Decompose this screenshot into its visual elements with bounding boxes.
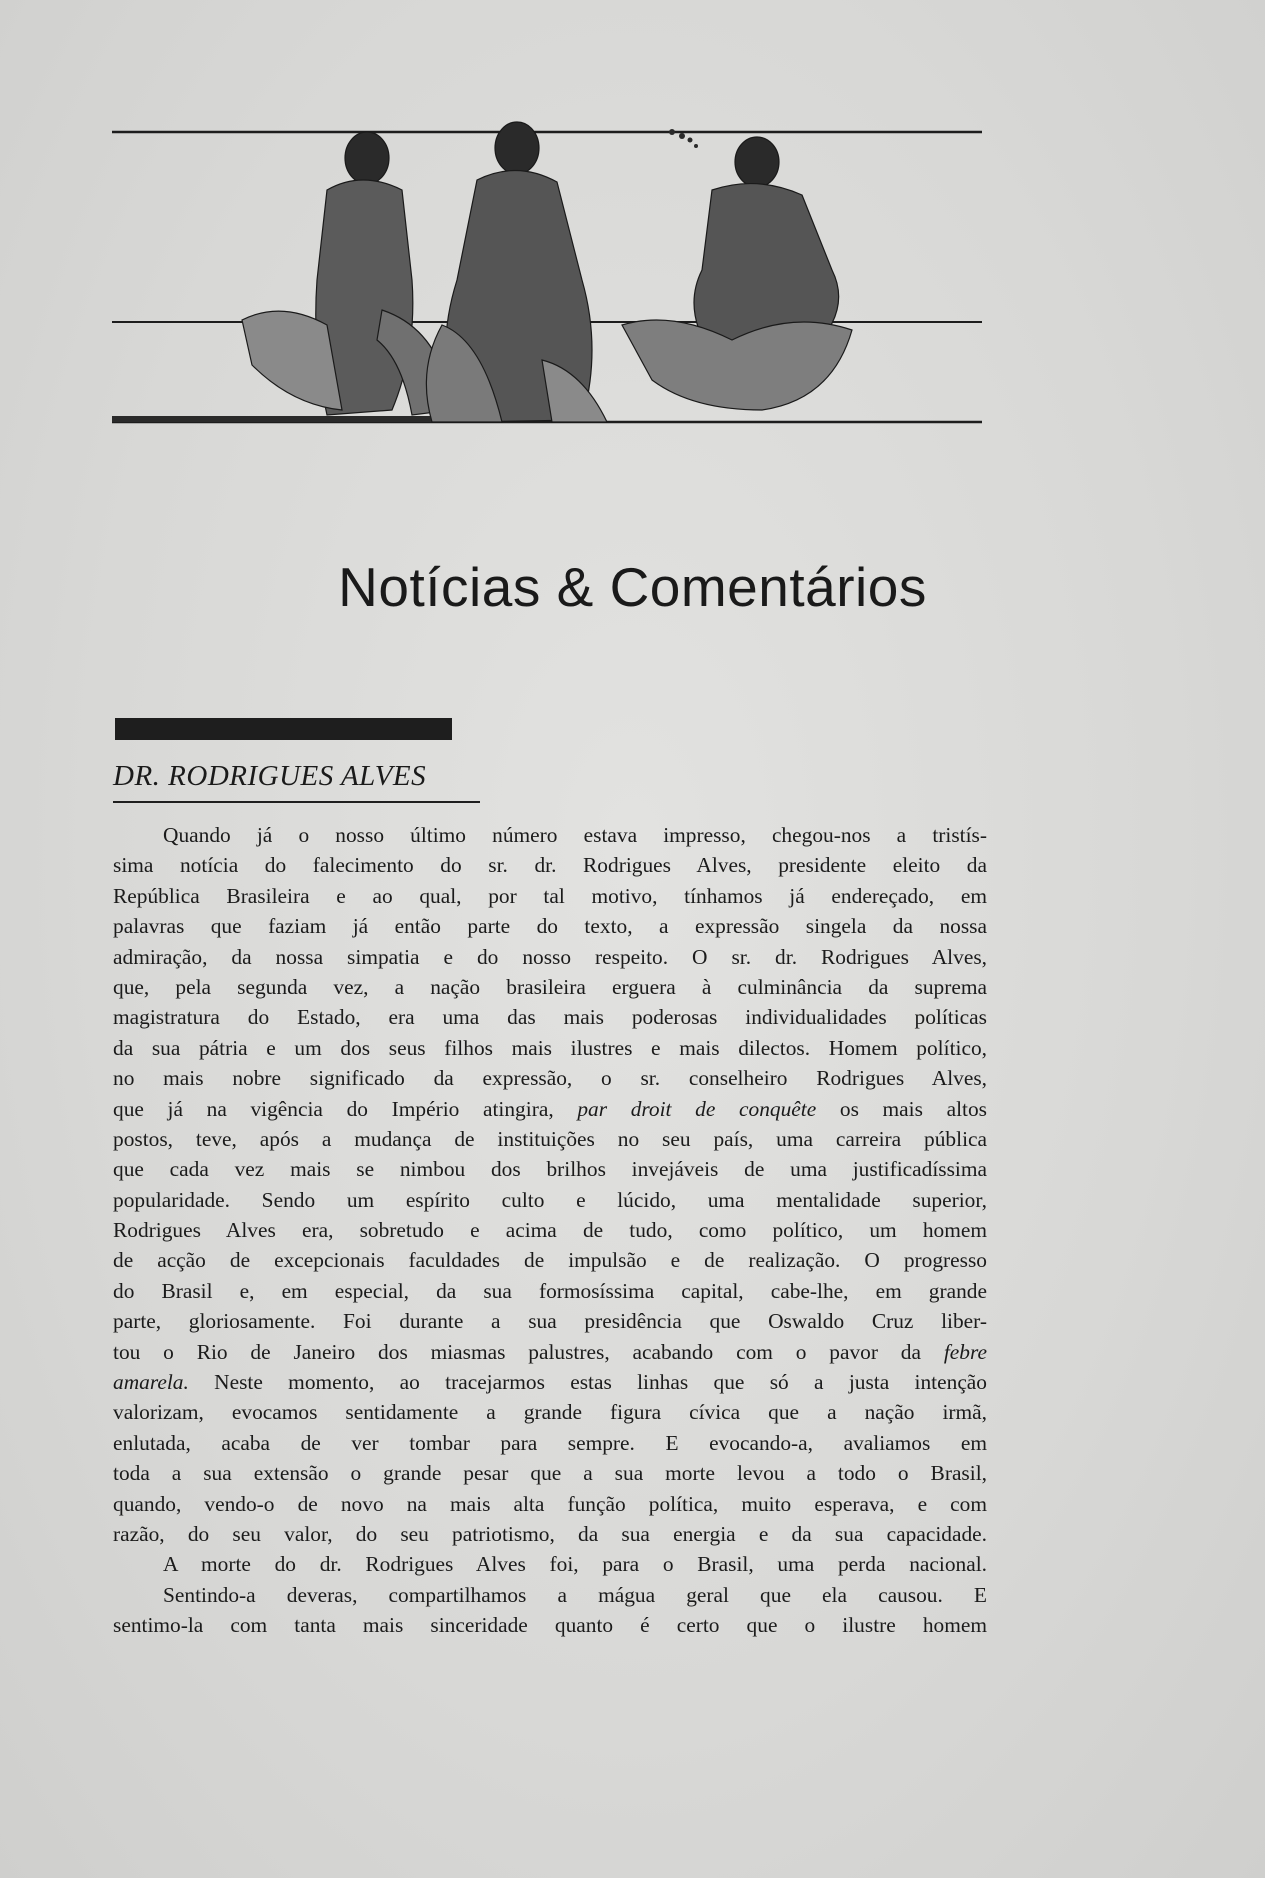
article-line xyxy=(113,1428,987,1458)
article-line xyxy=(113,1276,987,1306)
article-line-text: admiração, da nossa simpatia e do nosso respeito. O sr. dr. Rodrigues Alves, xyxy=(113,944,987,969)
article-line xyxy=(113,1367,987,1397)
article-line xyxy=(113,972,987,1002)
article-line-italic: par droit de conquête xyxy=(577,1096,817,1121)
article-line-text: razão, do seu valor, do seu patriotismo, da sua energia e da sua capacidade. xyxy=(113,1521,987,1546)
article-line-text: popularidade. Sendo um espírito culto e lúcido, uma mentalidade superior, xyxy=(113,1187,987,1212)
article-line-text: tou o Rio de Janeiro dos miasmas palustres, acabando com o pavor da xyxy=(113,1339,944,1364)
article-line-text: toda a sua extensão o grande pesar que a sua morte levou a todo o Brasil, xyxy=(113,1461,987,1486)
article-line xyxy=(113,1549,987,1579)
heading-underline xyxy=(113,801,480,803)
article-line xyxy=(113,1610,987,1640)
article-line-text: enlutada, acaba de ver tombar para sempre. E evocando-a, avaliamos em xyxy=(113,1430,987,1455)
article-line xyxy=(113,1397,987,1427)
article-line-text: postos, teve, após a mudança de instituições no seu país, uma carreira pública xyxy=(113,1126,987,1151)
article-line-text: A morte do dr. Rodrigues Alves foi, para o Brasil, uma perda nacional. xyxy=(163,1552,987,1577)
article-line xyxy=(113,1154,987,1184)
article-line-text: sima notícia do falecimento do sr. dr. Rodrigues Alves, presidente eleito da xyxy=(113,853,987,878)
article-line xyxy=(113,1245,987,1275)
article-line-text: do Brasil e, em especial, da sua formosíssima capital, cabe-lhe, em grande xyxy=(113,1278,987,1303)
article-line xyxy=(113,1063,987,1093)
article-line-text: os mais altos xyxy=(816,1096,987,1121)
section-divider-bar xyxy=(115,718,452,740)
article-line-text: Sentindo-a deveras, compartilhamos a mágua geral que ela causou. E xyxy=(163,1582,987,1607)
article-line xyxy=(113,1580,987,1610)
article-line-text: quando, vendo-o de novo na mais alta função política, muito esperava, e com xyxy=(113,1491,987,1516)
article-line xyxy=(113,1185,987,1215)
article-line xyxy=(113,850,987,880)
article-body xyxy=(113,820,987,1641)
section-title: Notícias & Comentários xyxy=(338,556,927,618)
article-line-text: palavras que faziam já então parte do texto, a expressão singela da nossa xyxy=(113,914,987,939)
article-line-text: parte, gloriosamente. Foi durante a sua presidência que Oswaldo Cruz liber- xyxy=(113,1309,987,1334)
article-line-text: de acção de excepcionais faculdades de impulsão e de realização. O progresso xyxy=(113,1248,987,1273)
article-line xyxy=(113,1519,987,1549)
article-line-text: magistratura do Estado, era uma das mais poderosas individualidades políticas xyxy=(113,1005,987,1030)
article-line-italic: febre xyxy=(943,1339,987,1364)
article-line xyxy=(113,1094,987,1124)
article-line-text: sentimo-la com tanta mais sinceridade quanto é certo que o ilustre homem xyxy=(113,1613,987,1638)
article-line xyxy=(113,942,987,972)
article-line xyxy=(113,1002,987,1032)
article-line-text: que já na vigência do Império atingira, xyxy=(113,1096,578,1121)
article-line-text: valorizam, evocamos sentidamente a grande figura cívica que a nação irmã, xyxy=(113,1400,987,1425)
article-line-text: Neste momento, ao tracejarmos estas linhas que só a justa intenção xyxy=(188,1370,987,1395)
article-line-text: da sua pátria e um dos seus filhos mais ilustres e mais dilectos. Homem político, xyxy=(113,1035,987,1060)
three-seated-women-engraving xyxy=(112,110,982,440)
article-line-italic: amarela. xyxy=(113,1370,189,1395)
article-line-text: que cada vez mais se nimbou dos brilhos invejáveis de uma justificadíssima xyxy=(113,1157,987,1182)
article-line xyxy=(113,1215,987,1245)
article-line xyxy=(113,820,987,850)
article-line xyxy=(113,1458,987,1488)
article-line-text: que, pela segunda vez, a nação brasileira erguera à culminância da suprema xyxy=(113,974,987,999)
seated-figure-middle xyxy=(426,122,607,422)
article-line xyxy=(113,1489,987,1519)
header-illustration xyxy=(112,110,982,440)
article-line-text: Quando já o nosso último número estava impresso, chegou-nos a tristís- xyxy=(163,823,987,847)
article-line xyxy=(113,1033,987,1063)
article-line xyxy=(113,1306,987,1336)
seated-figure-left xyxy=(242,132,452,415)
article-line xyxy=(113,1124,987,1154)
article-line xyxy=(113,1337,987,1367)
article-line xyxy=(113,881,987,911)
article-line xyxy=(113,911,987,941)
article-heading: DR. RODRIGUES ALVES xyxy=(113,760,427,792)
article-line-text: Rodrigues Alves era, sobretudo e acima de tudo, como político, um homem xyxy=(113,1218,987,1243)
article-line-text: no mais nobre significado da expressão, o sr. conselheiro Rodrigues Alves, xyxy=(113,1066,987,1091)
article-line-text: República Brasileira e ao qual, por tal motivo, tínhamos já endereçado, em xyxy=(113,883,987,908)
seated-figure-right xyxy=(622,137,852,410)
